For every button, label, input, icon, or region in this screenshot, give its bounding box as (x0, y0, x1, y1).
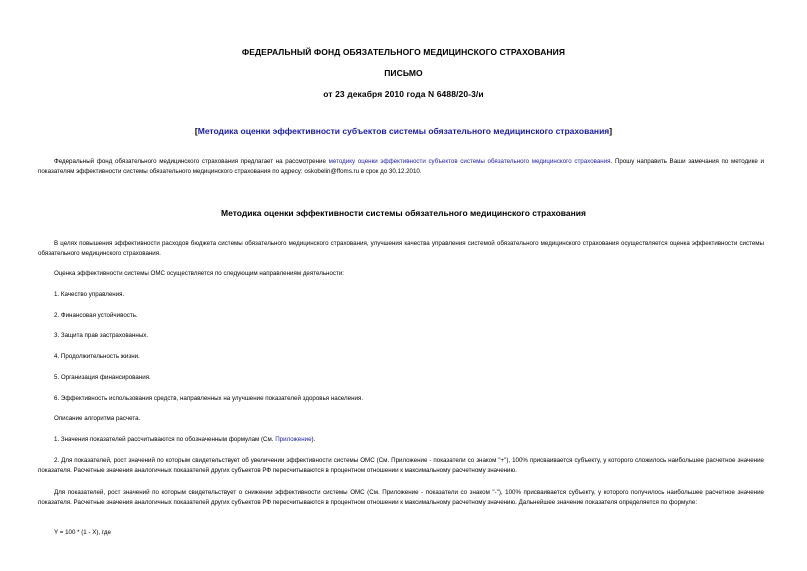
methodology-inline-link[interactable]: методику оценки эффективности субъектов системы обязательного медицинского страхования (328, 158, 611, 165)
list-item: 5. Организация финансирования. (54, 374, 151, 381)
document-type-heading: ПИСЬМО (384, 68, 423, 78)
step-1-text: 1. Значения показателей рассчитываются по обозначенным формулам (См. (54, 436, 276, 443)
step-1-line (54, 435, 315, 445)
intro-text-before: Федеральный фонд обязательного медицинского страхования предлагает на рассмотрение (54, 158, 329, 165)
appendix-link[interactable]: Приложение (275, 436, 312, 443)
body-paragraph-1: В целях повышения эффективности расходов бюджета системы обязательного медицинского страхования, улучшения качества управления системой обязательного медицинского страхования осуществляется оценка эффективности системы обязательного медицинского страхования. (38, 240, 764, 257)
formula-line: Y = 100 * (1 - X), где (54, 529, 111, 536)
intro-paragraph (38, 157, 764, 177)
title-link-line (0, 126, 807, 136)
date-number-heading: от 23 декабря 2010 года N 6488/20-3/и (323, 89, 484, 99)
bracket-open: [ (194, 126, 198, 136)
list-item: 4. Продолжительность жизни. (54, 353, 140, 360)
intro-text-after: . Прошу направить Ваши замечания по методике и показателям эффективности системы обязательного медицинского страхования по адресу: oskobelin@ffoms.ru в срок до 30.12.2010. (38, 158, 764, 175)
list-item: 1. Качество управления. (54, 291, 125, 298)
methodology-title-link[interactable]: Методика оценки эффективности субъектов системы обязательного медицинского страхования (197, 126, 610, 136)
organization-heading: ФЕДЕРАЛЬНЫЙ ФОНД ОБЯЗАТЕЛЬНОГО МЕДИЦИНСКОГО СТРАХОВАНИЯ (241, 47, 566, 57)
section-title: Методика оценки эффективности системы обязательного медицинского страхования (221, 208, 586, 218)
step-3-paragraph: Для показателей, рост значений по которым свидетельствует о снижении эффективности системы ОМС (См. Приложение - показатели со знаком "-"), 100% присваивается субъекту, у которого получилось наибольшее расчетное значение показателя. Расчетные значения аналогичных показателей других субъектов РФ пересчитываются в процентном отношении к максимальному расчетному значению. Дальнейшее значение показателя определяется по формуле: (38, 489, 764, 506)
bracket-close: ] (609, 126, 613, 136)
list-item: 2. Финансовая устойчивость. (54, 312, 138, 319)
directions-intro: Оценка эффективности системы ОМС осуществляется по следующим направлениям деятельности: (54, 270, 345, 277)
algorithm-title: Описание алгоритма расчета. (54, 415, 141, 422)
step-2-paragraph: 2. Для показателей, рост значений по которым свидетельствует об увеличении эффективности системы ОМС (См. Приложение - показатели со знаком "+"), 100% присваивается субъекту, у которого сложилось наибольшее расчетное значение показателя. Расчетные значения аналогичных показателей других субъектов РФ пересчитываются в процентном отношении к максимальному расчетному значению. (38, 457, 764, 474)
list-item: 3. Защита прав застрахованных. (54, 332, 149, 339)
list-item: 6. Эффективность использования средств, направленных на улучшение показателей здоровья населения. (54, 395, 364, 402)
step-1-end: ). (311, 436, 316, 443)
